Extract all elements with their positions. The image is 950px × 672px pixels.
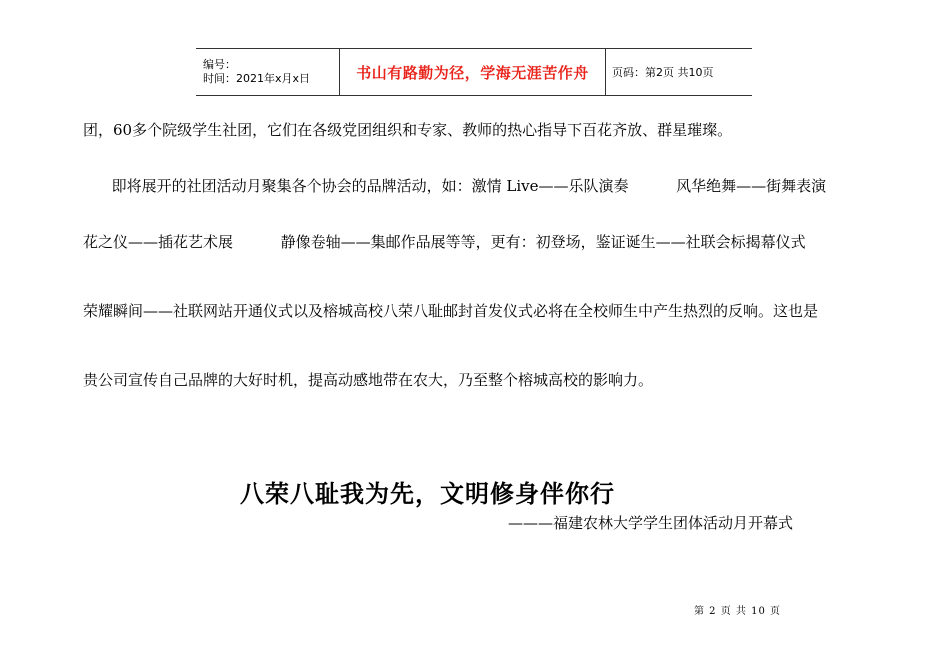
slogan-heading: 八荣八耻我为先，文明修身伴你行 <box>240 480 615 508</box>
document-number-label: 编号： <box>203 58 236 71</box>
header-page-number: 页码：第2页 共10页 <box>612 66 714 79</box>
body-line-3: 花之仪——插花艺术展 静像卷轴——集邮作品展等等，更有：初登场，鉴证诞生——社联会标揭幕仪式 <box>83 233 806 251</box>
body-line-5: 贵公司宣传自己品牌的大好时机，提高动感地带在农大，乃至整个榕城高校的影响力。 <box>83 371 654 389</box>
document-date-label: 时间：2021年x月x日 <box>203 72 311 85</box>
body-line-1: 团，60多个院级学生社团，它们在各级党团组织和专家、教师的热心指导下百花齐放、群星璀璨。 <box>83 121 733 139</box>
header-page-cell <box>606 49 752 95</box>
page-header <box>196 48 752 96</box>
body-line-4: 荣耀瞬间——社联网站开通仪式以及榕城高校八荣八耻邮封首发仪式必将在全校师生中产生热烈的反响。这也是 <box>83 302 819 320</box>
page-footer: 第 2 页 共 10 页 <box>694 606 781 617</box>
header-motto: 书山有路勤为径，学海无涯苦作舟 <box>356 63 589 82</box>
header-motto-cell <box>340 49 606 95</box>
event-attribution: ———福建农林大学学生团体活动月开幕式 <box>508 514 794 532</box>
header-meta <box>196 49 340 95</box>
body-line-2: 即将展开的社团活动月聚集各个协会的品牌活动，如：激情 Live——乐队演奏 风华绝舞——街舞表演 <box>83 177 827 195</box>
